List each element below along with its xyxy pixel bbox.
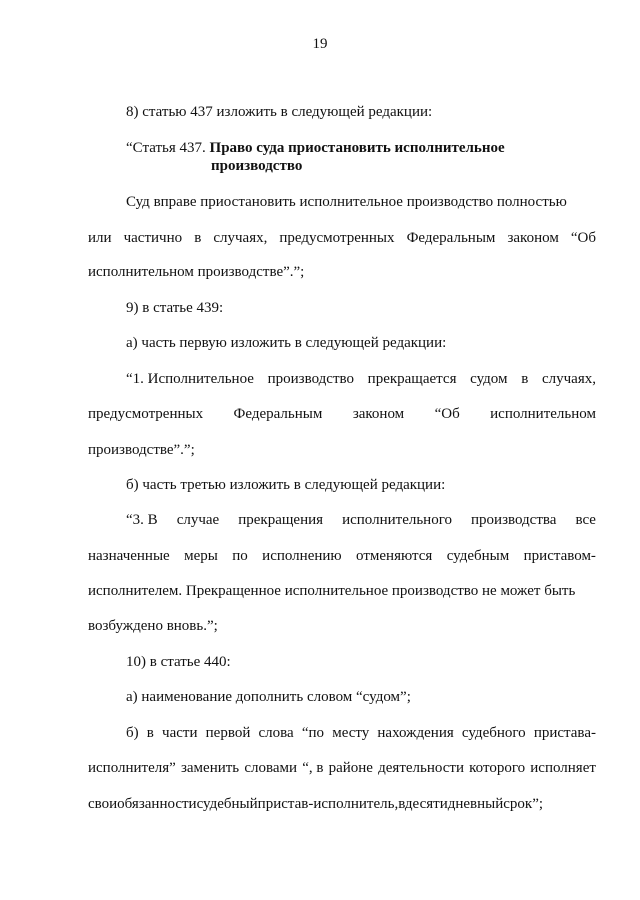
word: приставом- (523, 548, 596, 564)
word: случаях, (541, 371, 596, 387)
word: меры (184, 548, 218, 564)
text-line: а) наименование дополнить словом “судом”; (126, 689, 411, 705)
article-title: Право суда приостановить исполнительное (209, 140, 505, 156)
text-line (88, 404, 596, 424)
word: частично (123, 230, 183, 246)
word: “Об (434, 406, 460, 422)
word: судом (470, 371, 508, 387)
word: нахождения (377, 725, 454, 741)
word: части (162, 725, 198, 741)
word: пристав-исполнитель, (257, 796, 399, 812)
text-line (126, 510, 596, 530)
word: предусмотренных (88, 406, 204, 422)
text-line (88, 758, 596, 778)
word: десятидневный (404, 796, 504, 812)
word: деятельности (378, 760, 464, 776)
text-line (88, 794, 596, 814)
word: законом (352, 406, 405, 422)
word: прекращения (238, 512, 324, 528)
word: случае (176, 512, 220, 528)
word: обязанности (117, 796, 197, 812)
word: “Об (570, 230, 596, 246)
text-line-content: Суд вправе приостановить исполнительное производство полностью (126, 194, 567, 210)
word: производство (267, 371, 354, 387)
word: или (88, 230, 112, 246)
word: в (194, 230, 202, 246)
word: случаях, (213, 230, 268, 246)
text-line: производстве”.”; (88, 442, 195, 458)
word: прекращается (367, 371, 457, 387)
word: исполнительном (490, 406, 596, 422)
word: отменяются (356, 548, 433, 564)
word: назначенные (88, 548, 170, 564)
word: заменить (180, 760, 240, 776)
word: производства (471, 512, 557, 528)
article-heading-line (126, 138, 596, 158)
word: районе (328, 760, 373, 776)
article-title-continued: производство (211, 158, 303, 174)
word: судебный (196, 796, 258, 812)
word: судебного (461, 725, 526, 741)
text-line: 9) в статье 439: (126, 300, 224, 316)
text-line: возбуждено вновь.”; (88, 618, 218, 634)
text-line (126, 192, 596, 212)
word: “3. В (126, 512, 158, 528)
word: свои (88, 796, 118, 812)
word: месту (332, 725, 370, 741)
text-line: 8) статью 437 изложить в следующей редакции: (126, 104, 433, 120)
word: в (398, 796, 405, 812)
text-line: б) часть третью изложить в следующей редакции: (126, 477, 446, 493)
text-line: а) часть первую изложить в следующей редакции: (126, 335, 447, 351)
word: б) (126, 725, 139, 741)
word: “по (301, 725, 325, 741)
word: в (146, 725, 154, 741)
word: срок”; (503, 796, 544, 812)
text-line (126, 723, 596, 743)
word: предусмотренных (279, 230, 395, 246)
text-line (88, 228, 596, 248)
word: судебным (446, 548, 510, 564)
word: пристава- (533, 725, 596, 741)
text-line (126, 369, 596, 389)
word: словами (244, 760, 298, 776)
word: которого (469, 760, 526, 776)
word: законом (507, 230, 559, 246)
word: “, в (302, 760, 324, 776)
word: исполняет (530, 760, 596, 776)
word: в (521, 371, 529, 387)
word: все (575, 512, 596, 528)
page-number: 19 (312, 36, 328, 52)
word: слова (258, 725, 294, 741)
word: Федеральным (406, 230, 496, 246)
text-line: исполнительном производстве”.”; (88, 264, 305, 280)
word: исполнителя” (88, 760, 176, 776)
word: исполнению (262, 548, 342, 564)
word: исполнительного (342, 512, 452, 528)
text-line: исполнителем. Прекращенное исполнительное производство не может быть (88, 583, 576, 599)
text-line (88, 546, 596, 566)
word: “1. Исполнительное (126, 371, 254, 387)
word: по (232, 548, 248, 564)
word: Федеральным (233, 406, 323, 422)
text-line: 10) в статье 440: (126, 654, 231, 670)
word: первой (205, 725, 251, 741)
article-number: “Статья 437. (126, 140, 206, 156)
